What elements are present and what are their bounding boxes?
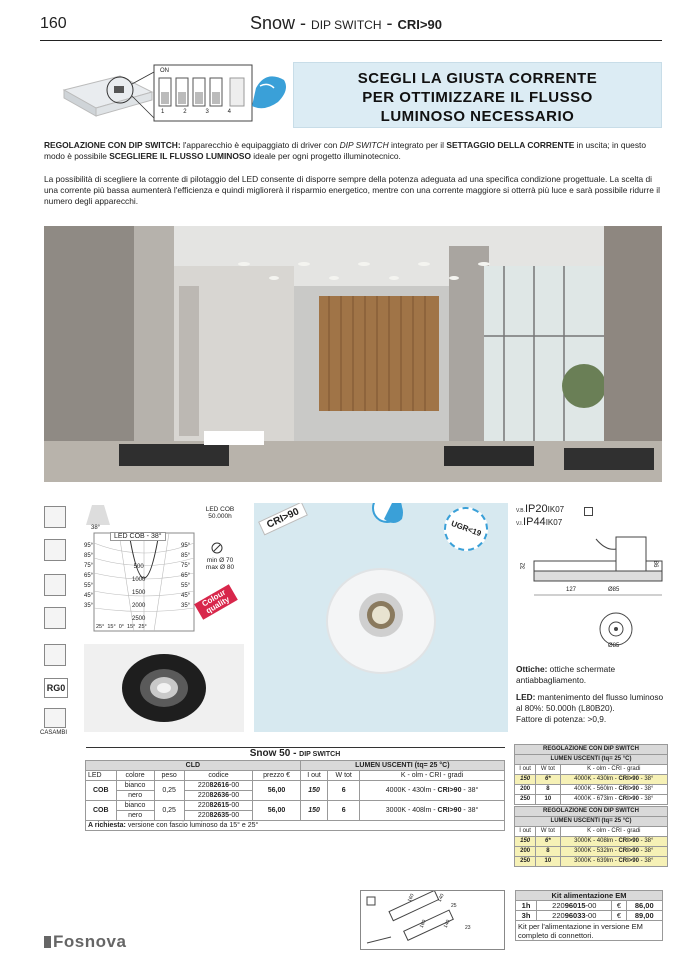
product-photo-white xyxy=(254,503,508,732)
adjustable-icon xyxy=(44,539,66,561)
page-number: 160 xyxy=(40,15,67,32)
kit-label-1: 160 xyxy=(406,892,416,904)
dip-switch-icon xyxy=(44,644,66,666)
dim-depth: 98 xyxy=(654,560,661,568)
casambi-label: CASAMBI xyxy=(40,730,68,736)
headline-banner: SCEGLI LA GIUSTA CORRENTE PER OTTIMIZZARE IL FLUSSO LUMINOSO NECESSARIO xyxy=(293,62,662,128)
table-row: COB bianco 0,25 22082616-00 56,00 150 6 4000K - 430lm - CRI>90 - 38° xyxy=(86,781,505,791)
specs-text: Ottiche: ottiche schermate antiabbagliamento. LED: mantenimento del flusso luminoso al 80%: 50.000h (L80B20). Fattore di potenza: >0,9. xyxy=(516,664,664,724)
dim-height: 32 xyxy=(520,562,527,570)
page-title: Snow - DIP SWITCH - CRI>90 xyxy=(250,13,442,33)
cutout-size: min Ø 70 max Ø 80 xyxy=(205,557,235,571)
table-row: COB bianco 0,25 22082615-00 56,00 150 6 3000K - 408lm - CRI>90 - 38° xyxy=(86,801,505,811)
dim-cut-1: Ø85 xyxy=(608,587,620,593)
casambi-icon xyxy=(44,708,66,728)
mounting-icon xyxy=(44,607,66,629)
table-row: 250 10 4000K - 673lm - CRI>90 - 38° xyxy=(515,795,668,805)
candela-values: 500 1000 1500 2000 2500 xyxy=(132,564,146,622)
photometric-diagram xyxy=(84,503,244,633)
dim-cut-2: Ø85 xyxy=(608,643,620,649)
dip-table-4000k: REGOLAZIONE CON DIP SWITCH LUMEN USCENTI (tq= 25 °C) I out W tot K - olm - CRI - gradi 150 6* 4000K - 430lm - CRI>90 - 38° 200 8 4000K - 560lm - CRI>90 - 38° 250 10 4000K - 673lm - CRI>90 - 38° xyxy=(514,744,668,805)
led-life: LED COB 50.000h xyxy=(205,506,235,520)
table-row: 200 8 3000K - 532lm - CRI>90 - 38° xyxy=(515,847,668,857)
driver-icon xyxy=(44,574,66,596)
photometric-title: LED COB - 38° xyxy=(110,532,166,541)
angle-scale-right: 95° 85° 75° 65° 55° 45° 35° xyxy=(181,543,191,609)
table-row: 150 6* 4000K - 430lm - CRI>90 - 38° xyxy=(515,775,668,785)
intro-paragraph-2: La possibilità di scegliere la corrente di pilotaggio del LED consente di disporre sempre della potenza adeguata ad una specifica condizione progettuale. La scelta di una corrente più bassa aumenterà l'efficienza e quindi migliorerà il risparmio energetico, mentre con una corrente maggiore si otterrà più luce e sarà possibile ridurre il numero degli apparecchi. xyxy=(44,174,660,206)
kit-label-3: 25 xyxy=(451,903,457,909)
table-row: 1h 22096015-00 € 86,00 xyxy=(516,901,663,911)
dip-on-label: ON xyxy=(160,68,169,74)
rg0-badge: RG0 xyxy=(44,678,68,698)
kit-label-6: 23 xyxy=(465,925,471,931)
kit-label-4: 160 xyxy=(418,918,428,930)
brand-logo: Fosnova xyxy=(44,932,126,952)
interior-photo xyxy=(44,226,662,482)
class-icon xyxy=(584,507,593,516)
intro-paragraph-1: REGOLAZIONE CON DIP SWITCH: l'apparecchio è equipaggiato di driver con DIP SWITCH integrato per il SETTAGGIO DELLA CORRENTE in uscita; in questo modo è possibile SCEGLIERE IL FLUSSO LUMINOSO ideale per ogni progetto illuminotecnico. xyxy=(44,140,647,161)
em-kit-drawing xyxy=(360,890,505,950)
dip-table-3000k: REGOLAZIONE CON DIP SWITCH LUMEN USCENTI (tq= 25 °C) I out W tot K - olm - CRI - gradi 150 6* 3000K - 408lm - CRI>90 - 38° 200 8 3000K - 532lm - CRI>90 - 38° 250 10 3000K - 639lm - CRI>90 - 38° xyxy=(514,806,668,867)
ip-rating-1: V.B.IP20IK07 xyxy=(516,503,565,515)
colour-quality-badge: Colour quality xyxy=(194,584,238,620)
kit-label-2: 140 xyxy=(436,892,446,904)
table-row: 150 6* 3000K - 408lm - CRI>90 - 38° xyxy=(515,837,668,847)
beam-angle: 38° xyxy=(91,525,101,531)
cri-badge: CRI>90 xyxy=(258,503,308,535)
em-kit-table: Kit alimentazione EM 1h 22096015-00 € 86,00 3h 22096033-00 € 89,00 Kit per l'alimentazione in versione EM completo di connettori. xyxy=(515,890,663,941)
installation-icon xyxy=(44,506,66,528)
ip-rating-2: V.I.IP44IK07 xyxy=(516,516,563,528)
bottom-angles: 25° 15° 0° 15° 25° xyxy=(96,624,147,630)
ugr-badge: UGR<19 xyxy=(438,503,494,557)
dim-width: 127 xyxy=(566,587,577,593)
product-table: Snow 50 - DIP SWITCH CLD LUMEN USCENTI (tq= 25 °C) LED colore peso codice prezzo € I out W tot K - olm - CRI - gradi COB bianco 0,25 22082616-00 56,00 150 6 4000K - 430lm - CRI>90 - 38° nero 22082636-00 COB bianco 0,25 22082615-00 56,00 150 6 3000K - 408lm - CRI>90 - 38° nero 22082635-00 A richiesta: versione con fascio luminoso da 15° e 25° xyxy=(85,747,505,831)
dip-switch-illustration xyxy=(60,62,292,124)
technical-drawing xyxy=(516,503,666,663)
table-row: 3h 22096033-00 € 89,00 xyxy=(516,911,663,921)
product-photo-black xyxy=(84,644,244,732)
table-row: 250 10 3000K - 639lm - CRI>90 - 38° xyxy=(515,857,668,867)
header-divider xyxy=(40,40,662,41)
angle-scale-left: 95° 85° 75° 65° 55° 45° 35° xyxy=(84,543,94,609)
table-row: 200 8 4000K - 560lm - CRI>90 - 38° xyxy=(515,785,668,795)
dip-positions: 1 2 3 4 xyxy=(161,109,231,115)
kit-label-5: 140 xyxy=(442,918,452,930)
page-margin xyxy=(0,0,31,975)
